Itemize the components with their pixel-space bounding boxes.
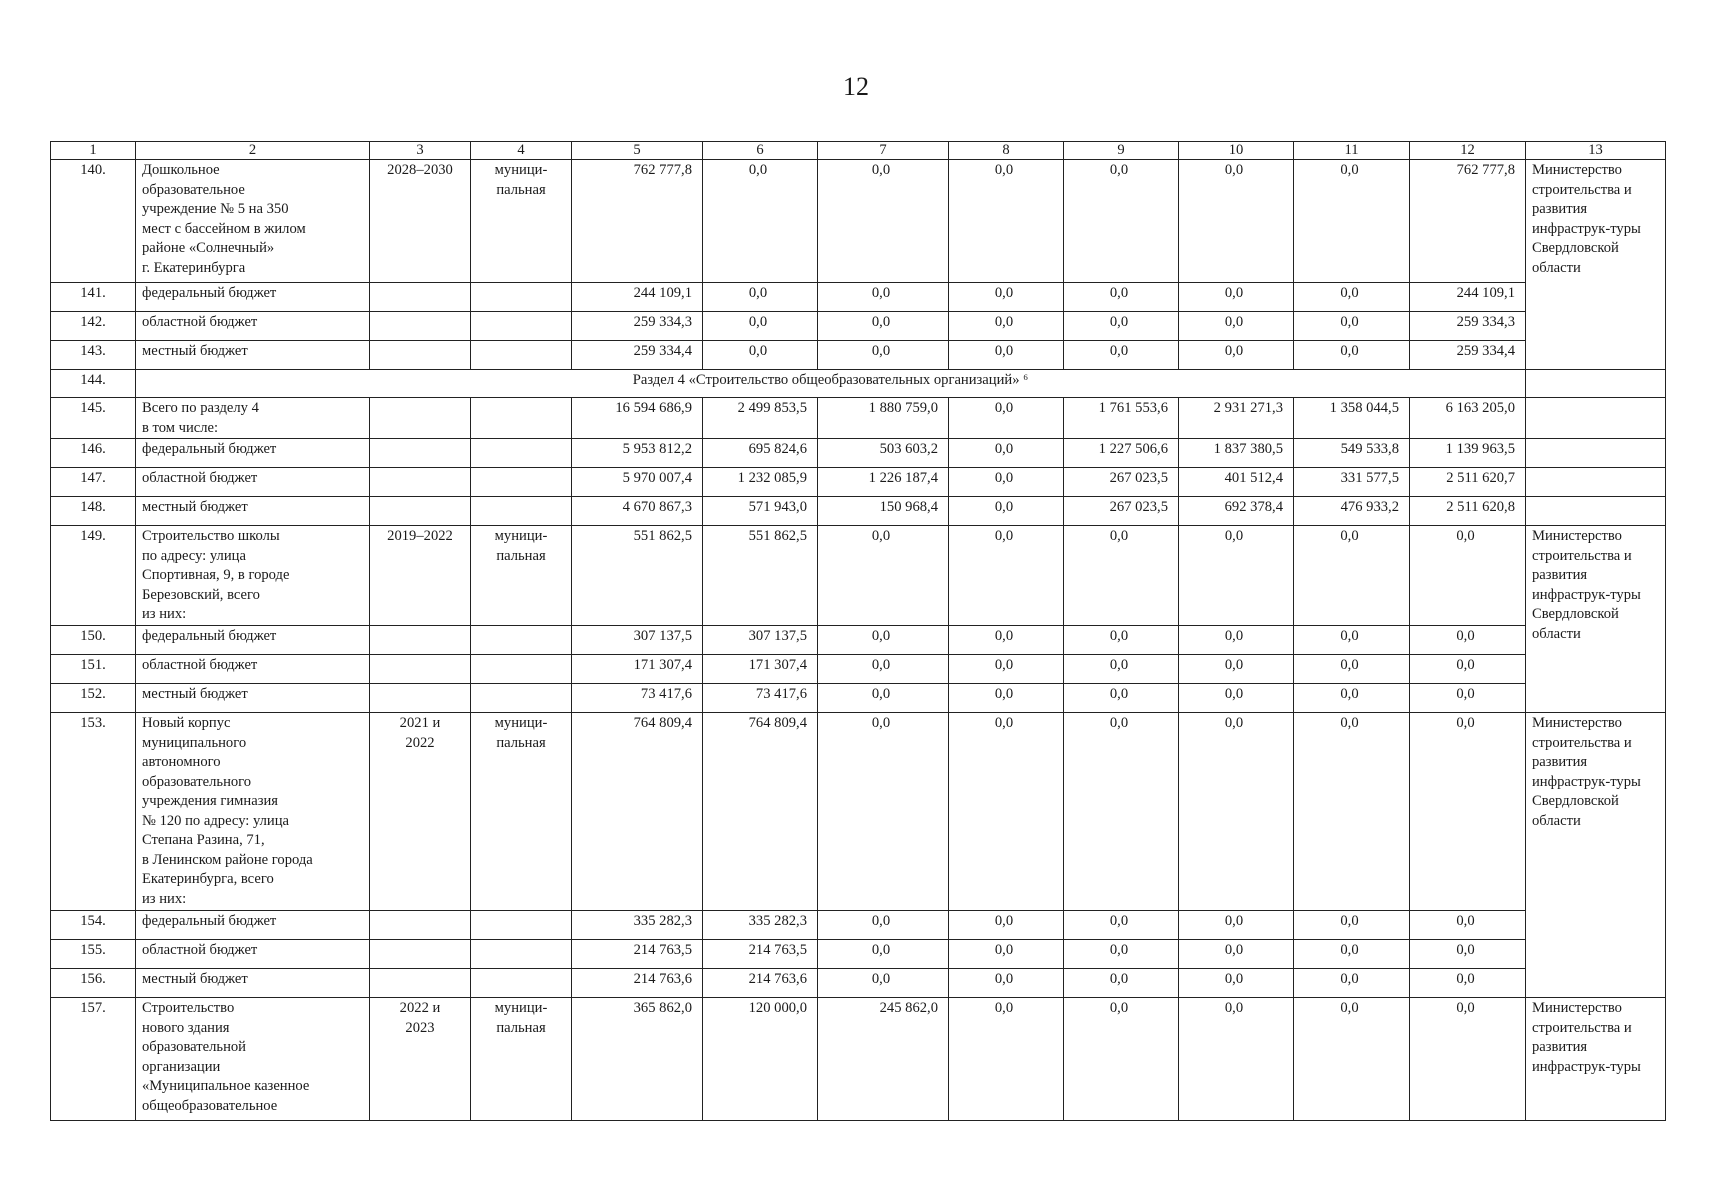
- value-cell: 0,0: [949, 626, 1064, 655]
- value-cell: 335 282,3: [572, 911, 703, 940]
- value-cell: 0,0: [1179, 526, 1294, 626]
- row-period: 2019–2022: [370, 526, 471, 626]
- row-name: Новый корпус муниципального автономного образовательного учреждения гимназия № 120 по адресу: улица Степана Разина, 71, в Ленинском районе города Екатеринбурга, всего из них:: [136, 713, 370, 911]
- row-period: 2021 и 2022: [370, 713, 471, 911]
- value-cell: 0,0: [1410, 713, 1526, 911]
- value-cell: 0,0: [1294, 626, 1410, 655]
- col-header: 6: [703, 142, 818, 160]
- value-cell: 214 763,5: [703, 940, 818, 969]
- value-cell: 267 023,5: [1064, 468, 1179, 497]
- row-period: [370, 468, 471, 497]
- table-row: [51, 655, 1666, 684]
- value-cell: 0,0: [1064, 160, 1179, 283]
- value-cell: 0,0: [949, 969, 1064, 998]
- value-cell: 244 109,1: [572, 283, 703, 312]
- table-row: [51, 439, 1666, 468]
- value-cell: 16 594 686,9: [572, 398, 703, 439]
- section-row: [51, 370, 1666, 398]
- value-cell: 0,0: [818, 655, 949, 684]
- row-period: [370, 911, 471, 940]
- value-cell: 171 307,4: [572, 655, 703, 684]
- value-cell: 4 670 867,3: [572, 497, 703, 526]
- value-cell: 0,0: [1064, 283, 1179, 312]
- value-cell: 0,0: [1410, 998, 1526, 1121]
- row-period: [370, 341, 471, 370]
- value-cell: 0,0: [818, 911, 949, 940]
- row-period: [370, 655, 471, 684]
- value-cell: 0,0: [1064, 998, 1179, 1121]
- row-type: [471, 341, 572, 370]
- value-cell: 0,0: [949, 497, 1064, 526]
- table-row: [51, 398, 1666, 439]
- value-cell: 0,0: [1294, 341, 1410, 370]
- table-row: [51, 312, 1666, 341]
- row-type: [471, 969, 572, 998]
- value-cell: 0,0: [1064, 684, 1179, 713]
- value-cell: 0,0: [949, 998, 1064, 1121]
- value-cell: 0,0: [949, 468, 1064, 497]
- col-header: 1: [51, 142, 136, 160]
- col-header: 10: [1179, 142, 1294, 160]
- table-row: [51, 283, 1666, 312]
- value-cell: 214 763,6: [572, 969, 703, 998]
- value-cell: 0,0: [1179, 626, 1294, 655]
- value-cell: 259 334,3: [572, 312, 703, 341]
- row-type: [471, 626, 572, 655]
- value-cell: 365 862,0: [572, 998, 703, 1121]
- value-cell: 695 824,6: [703, 439, 818, 468]
- value-cell: 171 307,4: [703, 655, 818, 684]
- responsible-ministry: Министерство строительства и развития инфраструк-туры Свердловской области: [1526, 526, 1666, 713]
- value-cell: 2 499 853,5: [703, 398, 818, 439]
- value-cell: 1 358 044,5: [1294, 398, 1410, 439]
- row-name: местный бюджет: [136, 969, 370, 998]
- row-name: местный бюджет: [136, 497, 370, 526]
- table-row: [51, 713, 1666, 911]
- row-number: 150.: [51, 626, 136, 655]
- col-header: 11: [1294, 142, 1410, 160]
- value-cell: 0,0: [1294, 911, 1410, 940]
- row-name: федеральный бюджет: [136, 911, 370, 940]
- row-number: 143.: [51, 341, 136, 370]
- row-type: [471, 684, 572, 713]
- value-cell: 0,0: [703, 283, 818, 312]
- value-cell: 0,0: [818, 626, 949, 655]
- row-number: 156.: [51, 969, 136, 998]
- row-period: [370, 312, 471, 341]
- row-type: [471, 497, 572, 526]
- value-cell: 150 968,4: [818, 497, 949, 526]
- responsible-ministry: Министерство строительства и развития инфраструк-туры: [1526, 998, 1666, 1121]
- empty-cell: [1526, 497, 1666, 526]
- table-row: [51, 940, 1666, 969]
- row-type: [471, 940, 572, 969]
- value-cell: 267 023,5: [1064, 497, 1179, 526]
- empty-cell: [1526, 439, 1666, 468]
- value-cell: 0,0: [949, 684, 1064, 713]
- value-cell: 307 137,5: [572, 626, 703, 655]
- value-cell: 1 837 380,5: [1179, 439, 1294, 468]
- value-cell: 0,0: [703, 341, 818, 370]
- value-cell: 0,0: [949, 911, 1064, 940]
- value-cell: 245 862,0: [818, 998, 949, 1121]
- row-number: 144.: [51, 370, 136, 398]
- value-cell: 476 933,2: [1294, 497, 1410, 526]
- column-number-row: [51, 142, 1666, 160]
- value-cell: 551 862,5: [572, 526, 703, 626]
- row-name: Всего по разделу 4 в том числе:: [136, 398, 370, 439]
- row-number: 145.: [51, 398, 136, 439]
- value-cell: 0,0: [1179, 998, 1294, 1121]
- value-cell: 0,0: [1410, 969, 1526, 998]
- row-number: 149.: [51, 526, 136, 626]
- row-number: 141.: [51, 283, 136, 312]
- table-row: [51, 468, 1666, 497]
- table-row: [51, 160, 1666, 283]
- table-row: [51, 526, 1666, 626]
- value-cell: 0,0: [1294, 969, 1410, 998]
- value-cell: 0,0: [1179, 713, 1294, 911]
- value-cell: 6 163 205,0: [1410, 398, 1526, 439]
- row-type: [471, 398, 572, 439]
- row-name: областной бюджет: [136, 940, 370, 969]
- col-header: 13: [1526, 142, 1666, 160]
- value-cell: 0,0: [1294, 312, 1410, 341]
- value-cell: 5 970 007,4: [572, 468, 703, 497]
- table-row: [51, 998, 1666, 1121]
- value-cell: 401 512,4: [1179, 468, 1294, 497]
- row-name: местный бюджет: [136, 341, 370, 370]
- value-cell: 73 417,6: [572, 684, 703, 713]
- row-period: [370, 439, 471, 468]
- value-cell: 1 880 759,0: [818, 398, 949, 439]
- row-name: областной бюджет: [136, 312, 370, 341]
- row-number: 146.: [51, 439, 136, 468]
- value-cell: 73 417,6: [703, 684, 818, 713]
- value-cell: 1 227 506,6: [1064, 439, 1179, 468]
- value-cell: 0,0: [1179, 940, 1294, 969]
- row-name: Строительство школы по адресу: улица Спортивная, 9, в городе Березовский, всего из них:: [136, 526, 370, 626]
- section-title: Раздел 4 «Строительство общеобразовательных организаций» ⁶: [136, 370, 1526, 398]
- table-row: [51, 684, 1666, 713]
- value-cell: 0,0: [949, 341, 1064, 370]
- value-cell: 0,0: [1410, 684, 1526, 713]
- value-cell: 0,0: [949, 940, 1064, 969]
- row-period: [370, 940, 471, 969]
- value-cell: 0,0: [1064, 911, 1179, 940]
- row-name: федеральный бюджет: [136, 626, 370, 655]
- row-period: 2028–2030: [370, 160, 471, 283]
- value-cell: 0,0: [1064, 713, 1179, 911]
- col-header: 3: [370, 142, 471, 160]
- empty-cell: [1526, 370, 1666, 398]
- row-period: [370, 969, 471, 998]
- value-cell: 0,0: [1179, 684, 1294, 713]
- value-cell: 0,0: [949, 526, 1064, 626]
- value-cell: 5 953 812,2: [572, 439, 703, 468]
- row-period: [370, 626, 471, 655]
- value-cell: 2 511 620,7: [1410, 468, 1526, 497]
- empty-cell: [1526, 468, 1666, 497]
- row-name: федеральный бюджет: [136, 283, 370, 312]
- value-cell: 0,0: [949, 160, 1064, 283]
- value-cell: 0,0: [818, 341, 949, 370]
- row-number: 153.: [51, 713, 136, 911]
- value-cell: 1 226 187,4: [818, 468, 949, 497]
- row-type: муници- пальная: [471, 998, 572, 1121]
- row-number: 151.: [51, 655, 136, 684]
- value-cell: 0,0: [818, 312, 949, 341]
- value-cell: 0,0: [1294, 283, 1410, 312]
- value-cell: 0,0: [818, 283, 949, 312]
- value-cell: 244 109,1: [1410, 283, 1526, 312]
- value-cell: 307 137,5: [703, 626, 818, 655]
- row-type: [471, 468, 572, 497]
- row-name: федеральный бюджет: [136, 439, 370, 468]
- col-header: 8: [949, 142, 1064, 160]
- value-cell: 0,0: [949, 655, 1064, 684]
- value-cell: 549 533,8: [1294, 439, 1410, 468]
- value-cell: 0,0: [1064, 655, 1179, 684]
- row-type: муници- пальная: [471, 160, 572, 283]
- col-header: 7: [818, 142, 949, 160]
- value-cell: 0,0: [1064, 341, 1179, 370]
- value-cell: 120 000,0: [703, 998, 818, 1121]
- value-cell: 335 282,3: [703, 911, 818, 940]
- value-cell: 331 577,5: [1294, 468, 1410, 497]
- value-cell: 1 139 963,5: [1410, 439, 1526, 468]
- value-cell: 2 511 620,8: [1410, 497, 1526, 526]
- row-period: [370, 283, 471, 312]
- value-cell: 0,0: [703, 160, 818, 283]
- row-number: 154.: [51, 911, 136, 940]
- responsible-ministry: Министерство строительства и развития инфраструк-туры Свердловской области: [1526, 713, 1666, 998]
- value-cell: 0,0: [1294, 684, 1410, 713]
- value-cell: 1 761 553,6: [1064, 398, 1179, 439]
- row-period: [370, 497, 471, 526]
- value-cell: 0,0: [1179, 911, 1294, 940]
- value-cell: 0,0: [949, 398, 1064, 439]
- table-row: [51, 341, 1666, 370]
- value-cell: 0,0: [1294, 655, 1410, 684]
- value-cell: 0,0: [818, 526, 949, 626]
- value-cell: 259 334,4: [572, 341, 703, 370]
- table-row: [51, 911, 1666, 940]
- value-cell: 0,0: [1294, 160, 1410, 283]
- value-cell: 214 763,6: [703, 969, 818, 998]
- row-type: муници- пальная: [471, 526, 572, 626]
- row-type: [471, 312, 572, 341]
- value-cell: 0,0: [1410, 626, 1526, 655]
- value-cell: 762 777,8: [1410, 160, 1526, 283]
- row-number: 142.: [51, 312, 136, 341]
- row-period: [370, 684, 471, 713]
- row-name: Строительство нового здания образовательной организации «Муниципальное казенное общеобразовательное: [136, 998, 370, 1121]
- value-cell: 503 603,2: [818, 439, 949, 468]
- row-number: 147.: [51, 468, 136, 497]
- row-number: 157.: [51, 998, 136, 1121]
- value-cell: 259 334,4: [1410, 341, 1526, 370]
- value-cell: 0,0: [1294, 713, 1410, 911]
- row-name: местный бюджет: [136, 684, 370, 713]
- value-cell: 0,0: [1294, 526, 1410, 626]
- value-cell: 0,0: [818, 940, 949, 969]
- value-cell: 551 862,5: [703, 526, 818, 626]
- value-cell: 0,0: [1410, 911, 1526, 940]
- value-cell: 1 232 085,9: [703, 468, 818, 497]
- row-period: [370, 398, 471, 439]
- value-cell: 0,0: [1179, 312, 1294, 341]
- value-cell: 0,0: [1064, 626, 1179, 655]
- row-name: областной бюджет: [136, 468, 370, 497]
- value-cell: 571 943,0: [703, 497, 818, 526]
- col-header: 12: [1410, 142, 1526, 160]
- col-header: 5: [572, 142, 703, 160]
- row-period: 2022 и 2023: [370, 998, 471, 1121]
- value-cell: 0,0: [1179, 341, 1294, 370]
- value-cell: 0,0: [1064, 940, 1179, 969]
- empty-cell: [1526, 398, 1666, 439]
- row-number: 155.: [51, 940, 136, 969]
- value-cell: 2 931 271,3: [1179, 398, 1294, 439]
- value-cell: 0,0: [1294, 940, 1410, 969]
- row-number: 140.: [51, 160, 136, 283]
- value-cell: 0,0: [703, 312, 818, 341]
- page-number: 12: [843, 72, 869, 101]
- row-type: [471, 655, 572, 684]
- row-name: областной бюджет: [136, 655, 370, 684]
- value-cell: 0,0: [818, 684, 949, 713]
- value-cell: 0,0: [1179, 160, 1294, 283]
- row-name: Дошкольное образовательное учреждение № 5 на 350 мест с бассейном в жилом районе «Солнечный» г. Екатеринбурга: [136, 160, 370, 283]
- table-row: [51, 497, 1666, 526]
- value-cell: 0,0: [949, 312, 1064, 341]
- value-cell: 0,0: [818, 160, 949, 283]
- col-header: 2: [136, 142, 370, 160]
- value-cell: 0,0: [818, 713, 949, 911]
- value-cell: 0,0: [1064, 969, 1179, 998]
- table-row: [51, 626, 1666, 655]
- row-type: [471, 283, 572, 312]
- value-cell: 0,0: [1179, 283, 1294, 312]
- value-cell: 0,0: [1179, 969, 1294, 998]
- value-cell: 259 334,3: [1410, 312, 1526, 341]
- responsible-ministry: Министерство строительства и развития инфраструк-туры Свердловской области: [1526, 160, 1666, 370]
- row-number: 148.: [51, 497, 136, 526]
- value-cell: 0,0: [949, 713, 1064, 911]
- value-cell: 764 809,4: [572, 713, 703, 911]
- value-cell: 0,0: [1294, 998, 1410, 1121]
- row-type: [471, 439, 572, 468]
- value-cell: 0,0: [1064, 312, 1179, 341]
- value-cell: 0,0: [1064, 526, 1179, 626]
- col-header: 9: [1064, 142, 1179, 160]
- col-header: 4: [471, 142, 572, 160]
- value-cell: 0,0: [1410, 526, 1526, 626]
- value-cell: 692 378,4: [1179, 497, 1294, 526]
- table-row: [51, 969, 1666, 998]
- row-type: [471, 911, 572, 940]
- value-cell: 0,0: [818, 969, 949, 998]
- row-number: 152.: [51, 684, 136, 713]
- value-cell: 0,0: [949, 283, 1064, 312]
- budget-table: [50, 141, 1666, 1121]
- value-cell: 762 777,8: [572, 160, 703, 283]
- value-cell: 0,0: [1179, 655, 1294, 684]
- value-cell: 214 763,5: [572, 940, 703, 969]
- value-cell: 0,0: [949, 439, 1064, 468]
- row-type: муници- пальная: [471, 713, 572, 911]
- value-cell: 0,0: [1410, 940, 1526, 969]
- value-cell: 764 809,4: [703, 713, 818, 911]
- value-cell: 0,0: [1410, 655, 1526, 684]
